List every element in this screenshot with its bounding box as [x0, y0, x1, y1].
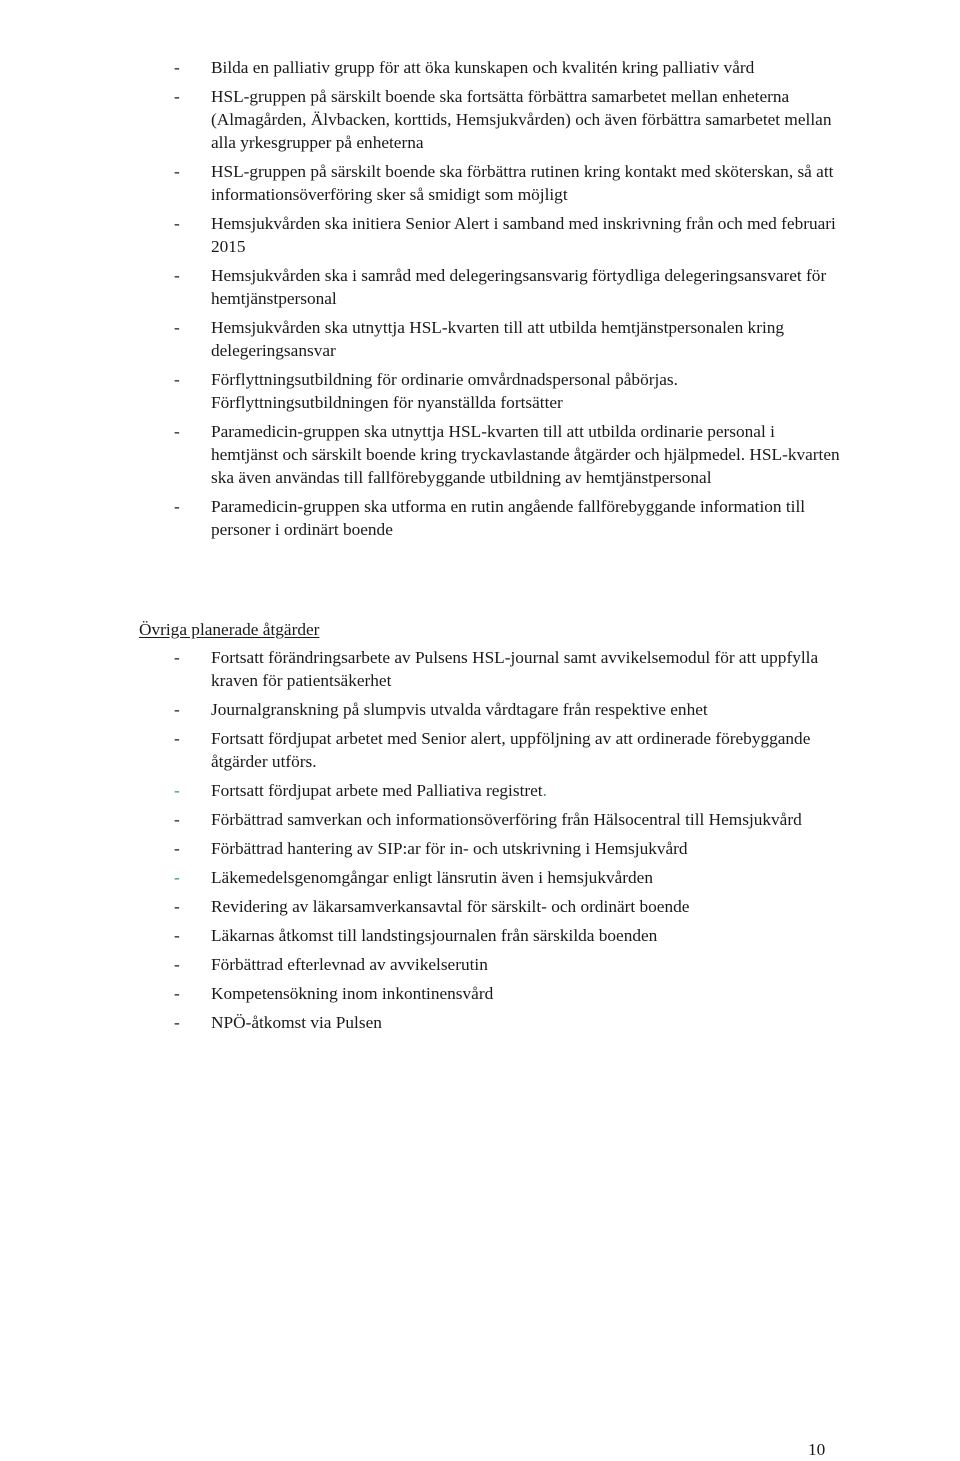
list-item	[0, 895, 960, 918]
bullet-dash: -	[174, 497, 180, 516]
list-item-text: Journalgranskning på slumpvis utvalda vårdtagare från respektive enhet	[211, 700, 708, 719]
bullet-dash: -	[174, 87, 180, 106]
list-item	[0, 160, 960, 206]
list-item	[0, 85, 960, 154]
list-item	[0, 808, 960, 831]
list-item-text: Paramedicin-gruppen ska utforma en rutin angående fallförebyggande information till personer i ordinärt boende	[211, 497, 806, 539]
bullet-dash: -	[174, 162, 180, 181]
list-item	[0, 866, 960, 889]
list-item	[0, 420, 960, 489]
bullet-dash: -	[174, 729, 180, 748]
list-item-text: Fortsatt förändringsarbete av Pulsens HSL-journal samt avvikelsemodul för att uppfylla kraven för patientsäkerhet	[211, 648, 819, 690]
list-item	[0, 779, 960, 802]
list-item-text: Revidering av läkarsamverkansavtal för särskilt- och ordinärt boende	[211, 897, 690, 916]
list-item	[0, 56, 960, 79]
list-item-text: Kompetensökning inom inkontinensvård	[211, 984, 494, 1003]
list-item-text: Hemsjukvården ska initiera Senior Alert i samband med inskrivning från och med februari 2015	[211, 214, 836, 256]
list-item	[0, 924, 960, 947]
list-item-main-text: Fortsatt fördjupat arbete med Palliativa registret	[211, 781, 543, 800]
list-item-text: HSL-gruppen på särskilt boende ska fortsätta förbättra samarbetet mellan enheterna (Almagården, Älvbacken, korttids, Hemsjukvården) och även förbättra samarbetet mellan alla yrkesgrupper på enheterna	[211, 87, 832, 152]
bullet-dash: -	[174, 648, 180, 667]
list-item-text: Fortsatt fördjupat arbetet med Senior alert, uppföljning av att ordinerade förebyggande åtgärder utförs.	[211, 729, 811, 771]
bullet-dash: -	[174, 1013, 180, 1032]
page-number: 10	[808, 1440, 826, 1459]
list-item-text: Läkarnas åtkomst till landstingsjournalen från särskilda boenden	[211, 926, 658, 945]
bullet-dash: -	[174, 984, 180, 1003]
list-item-text	[211, 779, 841, 802]
action-list-other	[0, 646, 960, 1040]
list-item	[0, 837, 960, 860]
list-item	[0, 495, 960, 541]
bullet-dash: -	[174, 897, 180, 916]
list-item	[0, 646, 960, 692]
bullet-dash: -	[174, 422, 180, 441]
list-item-text: Förbättrad hantering av SIP:ar för in- och utskrivning i Hemsjukvård	[211, 839, 688, 858]
list-item-text: Läkemedelsgenomgångar enligt länsrutin även i hemsjukvården	[211, 868, 653, 887]
list-item-text: Förbättrad efterlevnad av avvikelserutin	[211, 955, 488, 974]
list-item-text: HSL-gruppen på särskilt boende ska förbättra rutinen kring kontakt med sköterskan, så att informationsöverföring sker så smidigt som möjligt	[211, 162, 834, 204]
bullet-dash: -	[174, 868, 180, 887]
list-item-text: Hemsjukvården ska i samråd med delegeringsansvarig förtydliga delegeringsansvaret för hemtjänstpersonal	[211, 266, 827, 308]
list-item	[0, 368, 960, 414]
list-item	[0, 727, 960, 773]
list-item	[0, 1011, 960, 1034]
bullet-dash: -	[174, 700, 180, 719]
list-item	[0, 982, 960, 1005]
bullet-dash: -	[174, 926, 180, 945]
list-item-text: Förflyttningsutbildning för ordinarie omvårdnadspersonal påbörjas. Förflyttningsutbildningen för nyanställda fortsätter	[211, 370, 678, 412]
list-item	[0, 264, 960, 310]
bullet-dash: -	[174, 318, 180, 337]
list-item-text: Hemsjukvården ska utnyttja HSL-kvarten till att utbilda hemtjänstpersonalen kring delegeringsansvar	[211, 318, 785, 360]
bullet-dash: -	[174, 781, 180, 800]
action-list-planned	[0, 56, 960, 547]
bullet-dash: -	[174, 810, 180, 829]
list-item	[0, 953, 960, 976]
list-item-text: Förbättrad samverkan och informationsöverföring från Hälsocentral till Hemsjukvård	[211, 810, 802, 829]
list-item-text: NPÖ-åtkomst via Pulsen	[211, 1013, 382, 1032]
bullet-dash: -	[174, 58, 180, 77]
section-heading: Övriga planerade åtgärder	[139, 620, 320, 639]
list-item-text: Paramedicin-gruppen ska utnyttja HSL-kvarten till att utbilda ordinarie personal i hemtjänst och särskilt boende kring tryckavlastande åtgärder och hjälpmedel. HSL-kvarten ska även användas till fallförebyggande utbildning av hemtjänstpersonal	[211, 422, 840, 487]
bullet-dash: -	[174, 955, 180, 974]
bullet-dash: -	[174, 839, 180, 858]
list-item-text: Bilda en palliativ grupp för att öka kunskapen och kvalitén kring palliativ vård	[211, 58, 755, 77]
list-item-trailing-punctuation: .	[542, 781, 547, 800]
list-item	[0, 698, 960, 721]
list-item	[0, 316, 960, 362]
list-item	[0, 212, 960, 258]
bullet-dash: -	[174, 266, 180, 285]
bullet-dash: -	[174, 214, 180, 233]
bullet-dash: -	[174, 370, 180, 389]
